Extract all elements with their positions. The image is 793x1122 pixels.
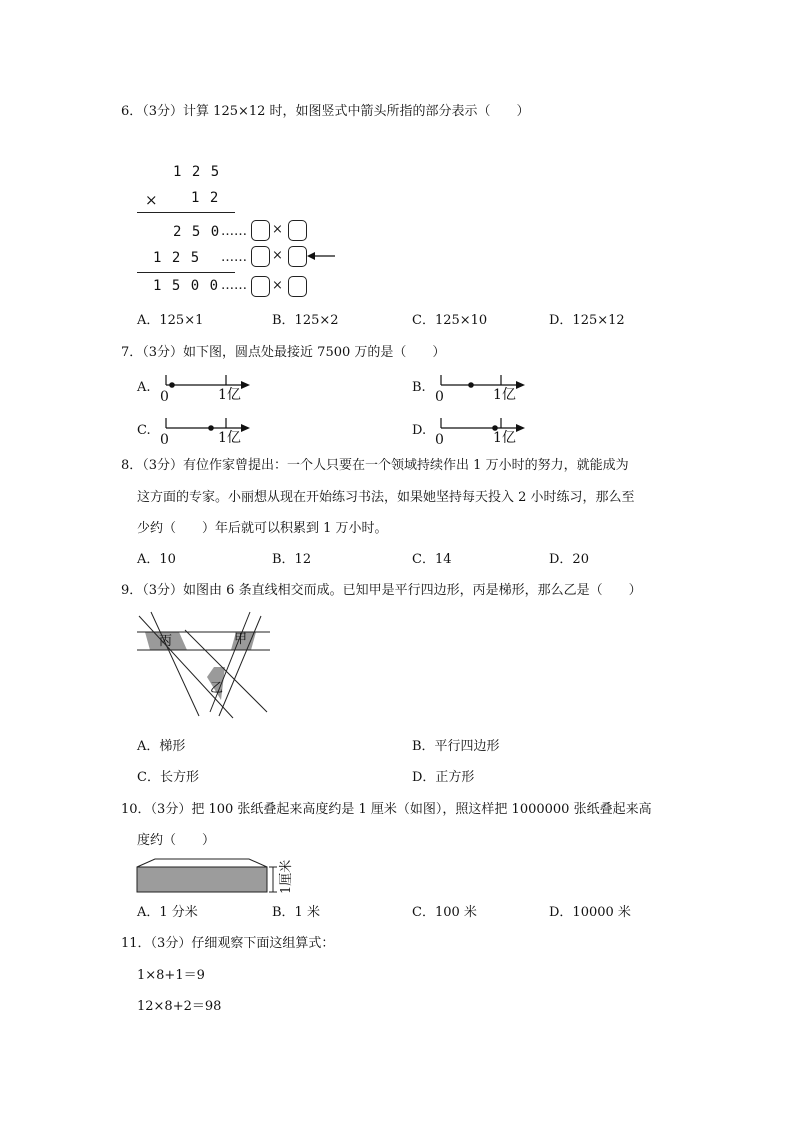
q6-rule-1 <box>137 212 235 213</box>
q6-row-250: 2 5 0 <box>173 224 221 240</box>
q10-option-a[interactable]: A．1 分米 <box>137 905 198 920</box>
q9-label-jia: 甲 <box>234 632 248 647</box>
q8-stem-line1: 8．（3分）有位作家曾提出：一个人只要在一个领域持续作出 1 万小时的努力，就能成为 <box>121 458 629 473</box>
q10-option-b[interactable]: B．1 米 <box>272 905 320 920</box>
number-line-dot <box>169 382 175 388</box>
q9-option-a[interactable]: A．梯形 <box>137 739 186 754</box>
q7-option-a[interactable]: A. <box>137 380 151 395</box>
q8-option-a[interactable]: A．10 <box>137 552 176 567</box>
q9-label-bing: 丙 <box>159 634 173 649</box>
q9-option-b[interactable]: B．平行四边形 <box>412 739 500 754</box>
q6-box-times: × <box>272 278 283 293</box>
q9-label-yi: 乙 <box>210 681 224 696</box>
q6-times-sign: × <box>145 191 158 209</box>
q8-stem-line3: 少约（ ）年后就可以积累到 1 万小时。 <box>137 521 388 536</box>
q8-option-b[interactable]: B．12 <box>272 552 312 567</box>
q6-blank-box <box>251 220 270 241</box>
q6-blank-box <box>251 276 270 297</box>
q7-zero-label: 0 <box>160 432 169 448</box>
q6-vertical-multiplication-figure <box>137 160 337 300</box>
number-line-arrow-icon <box>516 381 525 389</box>
q8-stem-line2: 这方面的专家。小丽想从现在开始练习书法，如果她坚持每天投入 2 小时练习，那么至 <box>137 490 635 505</box>
number-line-dot <box>468 382 474 388</box>
number-line-dot <box>208 425 214 431</box>
q7-option-b[interactable]: B. <box>412 380 426 395</box>
q6-dots-2: …… <box>221 250 247 265</box>
q6-blank-box <box>288 246 307 267</box>
q7-zero-label: 0 <box>435 389 444 405</box>
q6-option-b[interactable]: B．125×2 <box>272 313 339 328</box>
q6-dots-1: …… <box>221 224 247 239</box>
q6-row-1500: 1 5 0 0 <box>153 278 220 294</box>
q9-option-c[interactable]: C．长方形 <box>137 770 199 785</box>
q7-zero-label: 0 <box>435 432 444 448</box>
q9-option-d[interactable]: D．正方形 <box>412 770 475 785</box>
q10-paper-stack-figure <box>137 856 297 896</box>
q7-zero-label: 0 <box>160 389 169 405</box>
q11-formula-2: 12×8+2＝98 <box>137 999 222 1014</box>
q6-blank-box <box>288 220 307 241</box>
q7-yi-label: 1亿 <box>493 387 516 403</box>
q11-formula-1: 1×8+1＝9 <box>137 968 205 983</box>
q9-stem: 9．（3分）如图由 6 条直线相交而成。已知甲是平行四边形，丙是梯形，那么乙是（ ） <box>121 583 642 598</box>
q10-option-c[interactable]: C．100 米 <box>412 905 477 920</box>
q6-rule-2 <box>137 272 235 273</box>
q7-option-d[interactable]: D. <box>412 423 427 438</box>
q6-option-d[interactable]: D．125×12 <box>549 313 625 328</box>
q7-stem: 7．（3分）如下图，圆点处最接近 7500 万的是（ ） <box>121 345 446 360</box>
q6-blank-box <box>288 276 307 297</box>
q10-stem-line2: 度约（ ） <box>137 833 216 848</box>
q7-number-line-d <box>433 415 533 451</box>
q7-yi-label: 1亿 <box>218 430 241 446</box>
q9-intersecting-lines-figure <box>137 612 272 720</box>
q6-arrow-icon <box>307 250 337 262</box>
q7-number-line-b <box>433 372 533 408</box>
q7-number-line-a <box>158 372 258 408</box>
q6-dots-3: …… <box>221 278 247 293</box>
q6-row-12: 1 2 <box>191 190 220 206</box>
q6-row-125: 1 2 5 <box>173 164 221 180</box>
q6-box-times: × <box>272 222 283 237</box>
q10-height-label: 1厘米 <box>279 859 294 894</box>
q8-option-c[interactable]: C．14 <box>412 552 452 567</box>
q7-number-line-c <box>158 415 258 451</box>
q10-option-d[interactable]: D．10000 米 <box>549 905 631 920</box>
q6-stem: 6．（3分）计算 125×12 时，如图竖式中箭头所指的部分表示（ ） <box>121 104 530 119</box>
number-line-arrow-icon <box>241 381 250 389</box>
q8-option-d[interactable]: D．20 <box>549 552 589 567</box>
number-line-arrow-icon <box>241 424 250 432</box>
q6-box-times: × <box>272 248 283 263</box>
q10-stem-line1: 10．（3分）把 100 张纸叠起来高度约是 1 厘米（如图），照这样把 1000000 张纸叠起来高 <box>121 802 652 817</box>
q6-option-a[interactable]: A．125×1 <box>137 313 204 328</box>
q6-blank-box <box>251 246 270 267</box>
q6-row-125-shifted: 1 2 5 <box>153 250 201 266</box>
q7-option-c[interactable]: C. <box>137 423 151 438</box>
q11-stem: 11．（3分）仔细观察下面这组算式： <box>121 936 335 951</box>
q7-yi-label: 1亿 <box>493 430 516 446</box>
q7-yi-label: 1亿 <box>218 387 241 403</box>
number-line-arrow-icon <box>516 424 525 432</box>
q6-option-c[interactable]: C．125×10 <box>412 313 488 328</box>
